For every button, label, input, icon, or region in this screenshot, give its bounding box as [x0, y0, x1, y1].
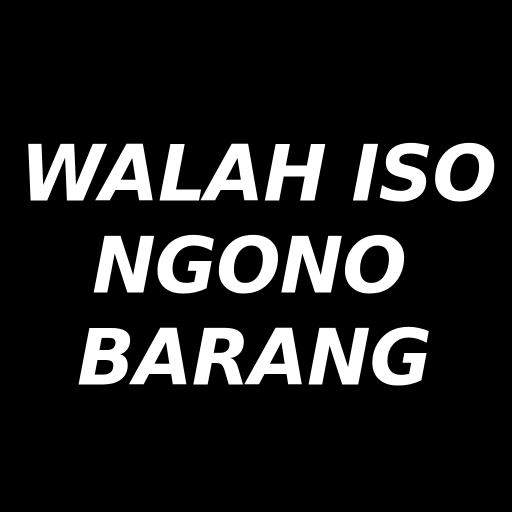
caption-line-2: NGONO — [92, 220, 406, 311]
caption-line-3: BARANG — [76, 312, 432, 403]
meme-caption — [0, 128, 512, 408]
caption-line-1: WALAH ISO — [20, 128, 496, 219]
